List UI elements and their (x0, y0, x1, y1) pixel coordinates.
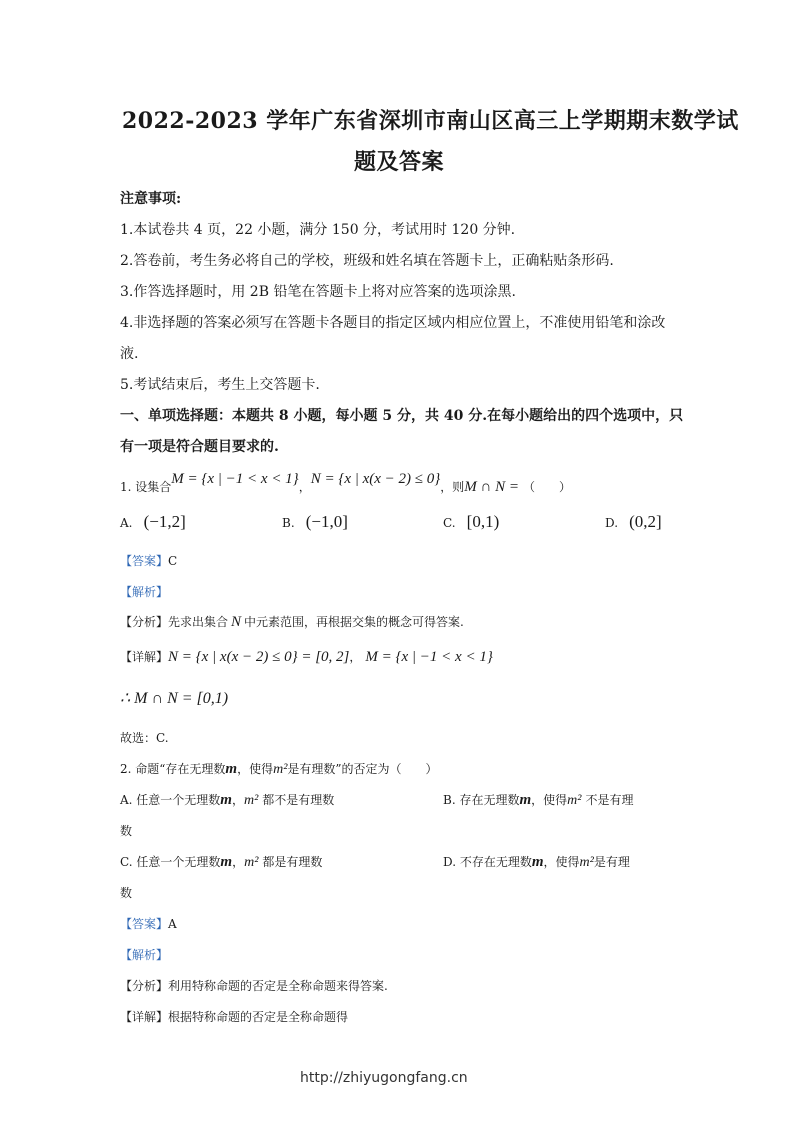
q2-detail: 【详解】根据特称命题的否定是全称命题得 (120, 1010, 349, 1024)
q2-option-b-wrap: 数 (120, 824, 133, 838)
notice-heading: 注意事项: (120, 191, 182, 207)
q1-detail: 【详解】N = {x | x(x − 2) ≤ 0} = [0, 2]， M = {x | −1 < x < 1} (120, 649, 493, 665)
detail-tag: 【详解】 (120, 1010, 169, 1024)
fenxi-tag: 【分析】 (120, 615, 169, 629)
notice-item: 液. (120, 346, 139, 362)
notice-item: 3.作答选择题时，用 2B 铅笔在答题卡上将对应答案的选项涂黑. (120, 284, 516, 300)
document-title-line2: 题及答案 (354, 149, 445, 175)
document-title-line1: 2022-2023 学年广东省深圳市南山区高三上学期期末数学试 (122, 108, 739, 134)
section-heading: 一、单项选择题：本题共 8 小题，每小题 5 分，共 40 分.在每小题给出的四个选项中，只 (120, 408, 684, 424)
q2-option-a: A. 任意一个无理数m，m² 都不是有理数 (120, 792, 335, 808)
notice-item: 4.非选择题的答案必须写在答题卡各题目的指定区域内相应位置上，不准使用铅笔和涂改 (120, 315, 666, 331)
q1-expr: M ∩ N = (464, 479, 520, 495)
q1-comma: ， (298, 480, 311, 494)
q1-analysis-tag: 【解析】 (120, 585, 169, 599)
q1-paren: （ ） (523, 480, 572, 494)
q1-then: ，则 (440, 480, 465, 494)
notice-item: 1.本试卷共 4 页，22 小题，满分 150 分，考试用时 120 分钟. (120, 222, 516, 238)
section-heading-cont: 有一项是符合题目要求的. (120, 439, 279, 455)
q1-therefore: ∴ M ∩ N = [0,1) (120, 690, 229, 707)
q2-option-c: C. 任意一个无理数m，m² 都是有理数 (120, 854, 323, 870)
notice-item: 5.考试结束后，考生上交答题卡. (120, 377, 320, 393)
q1-option-b: B. (−1,0] (282, 512, 348, 531)
answer-tag: 【答案】 (120, 917, 169, 931)
q2-analysis-tag: 【解析】 (120, 948, 169, 962)
q1-answer (120, 552, 177, 569)
q2-fenxi: 【分析】利用特称命题的否定是全称命题来得答案. (120, 979, 388, 993)
q2-option-d: D. 不存在无理数m，使得m²是有理 (443, 854, 630, 870)
answer-value: A (168, 917, 177, 931)
q2-option-b: B. 存在无理数m，使得m² 不是有理 (443, 792, 634, 808)
footer-url[interactable]: http://zhiyugongfang.cn (300, 1070, 468, 1086)
q1-option-c: C. [0,1) (443, 512, 500, 531)
q2-stem: 2. 命题“存在无理数m，使得m²是有理数”的否定为（ ） (120, 761, 438, 777)
fenxi-tag: 【分析】 (120, 979, 169, 993)
q1-stem (120, 471, 572, 496)
q2-answer (120, 915, 177, 932)
q1-option-a: A. (−1,2] (120, 512, 186, 531)
q1-fenxi: 【分析】先求出集合 N 中元素范围，再根据交集的概念可得答案. (120, 614, 464, 630)
answer-tag: 【答案】 (120, 554, 169, 568)
answer-value: C (168, 554, 178, 568)
q1-option-d: D. (0,2] (605, 512, 662, 531)
notice-item: 2.答卷前，考生务必将自己的学校，班级和姓名填在答题卡上，正确粘贴条形码. (120, 253, 614, 269)
q1-prefix: 1. 设集合 (120, 480, 172, 494)
q2-option-d-wrap: 数 (120, 886, 133, 900)
q1-set-m: M = {x | −1 < x < 1} (171, 471, 299, 487)
q1-set-n: N = {x | x(x − 2) ≤ 0} (310, 471, 441, 487)
q1-choose: 故选：C. (120, 731, 169, 745)
detail-tag: 【详解】 (120, 650, 169, 664)
